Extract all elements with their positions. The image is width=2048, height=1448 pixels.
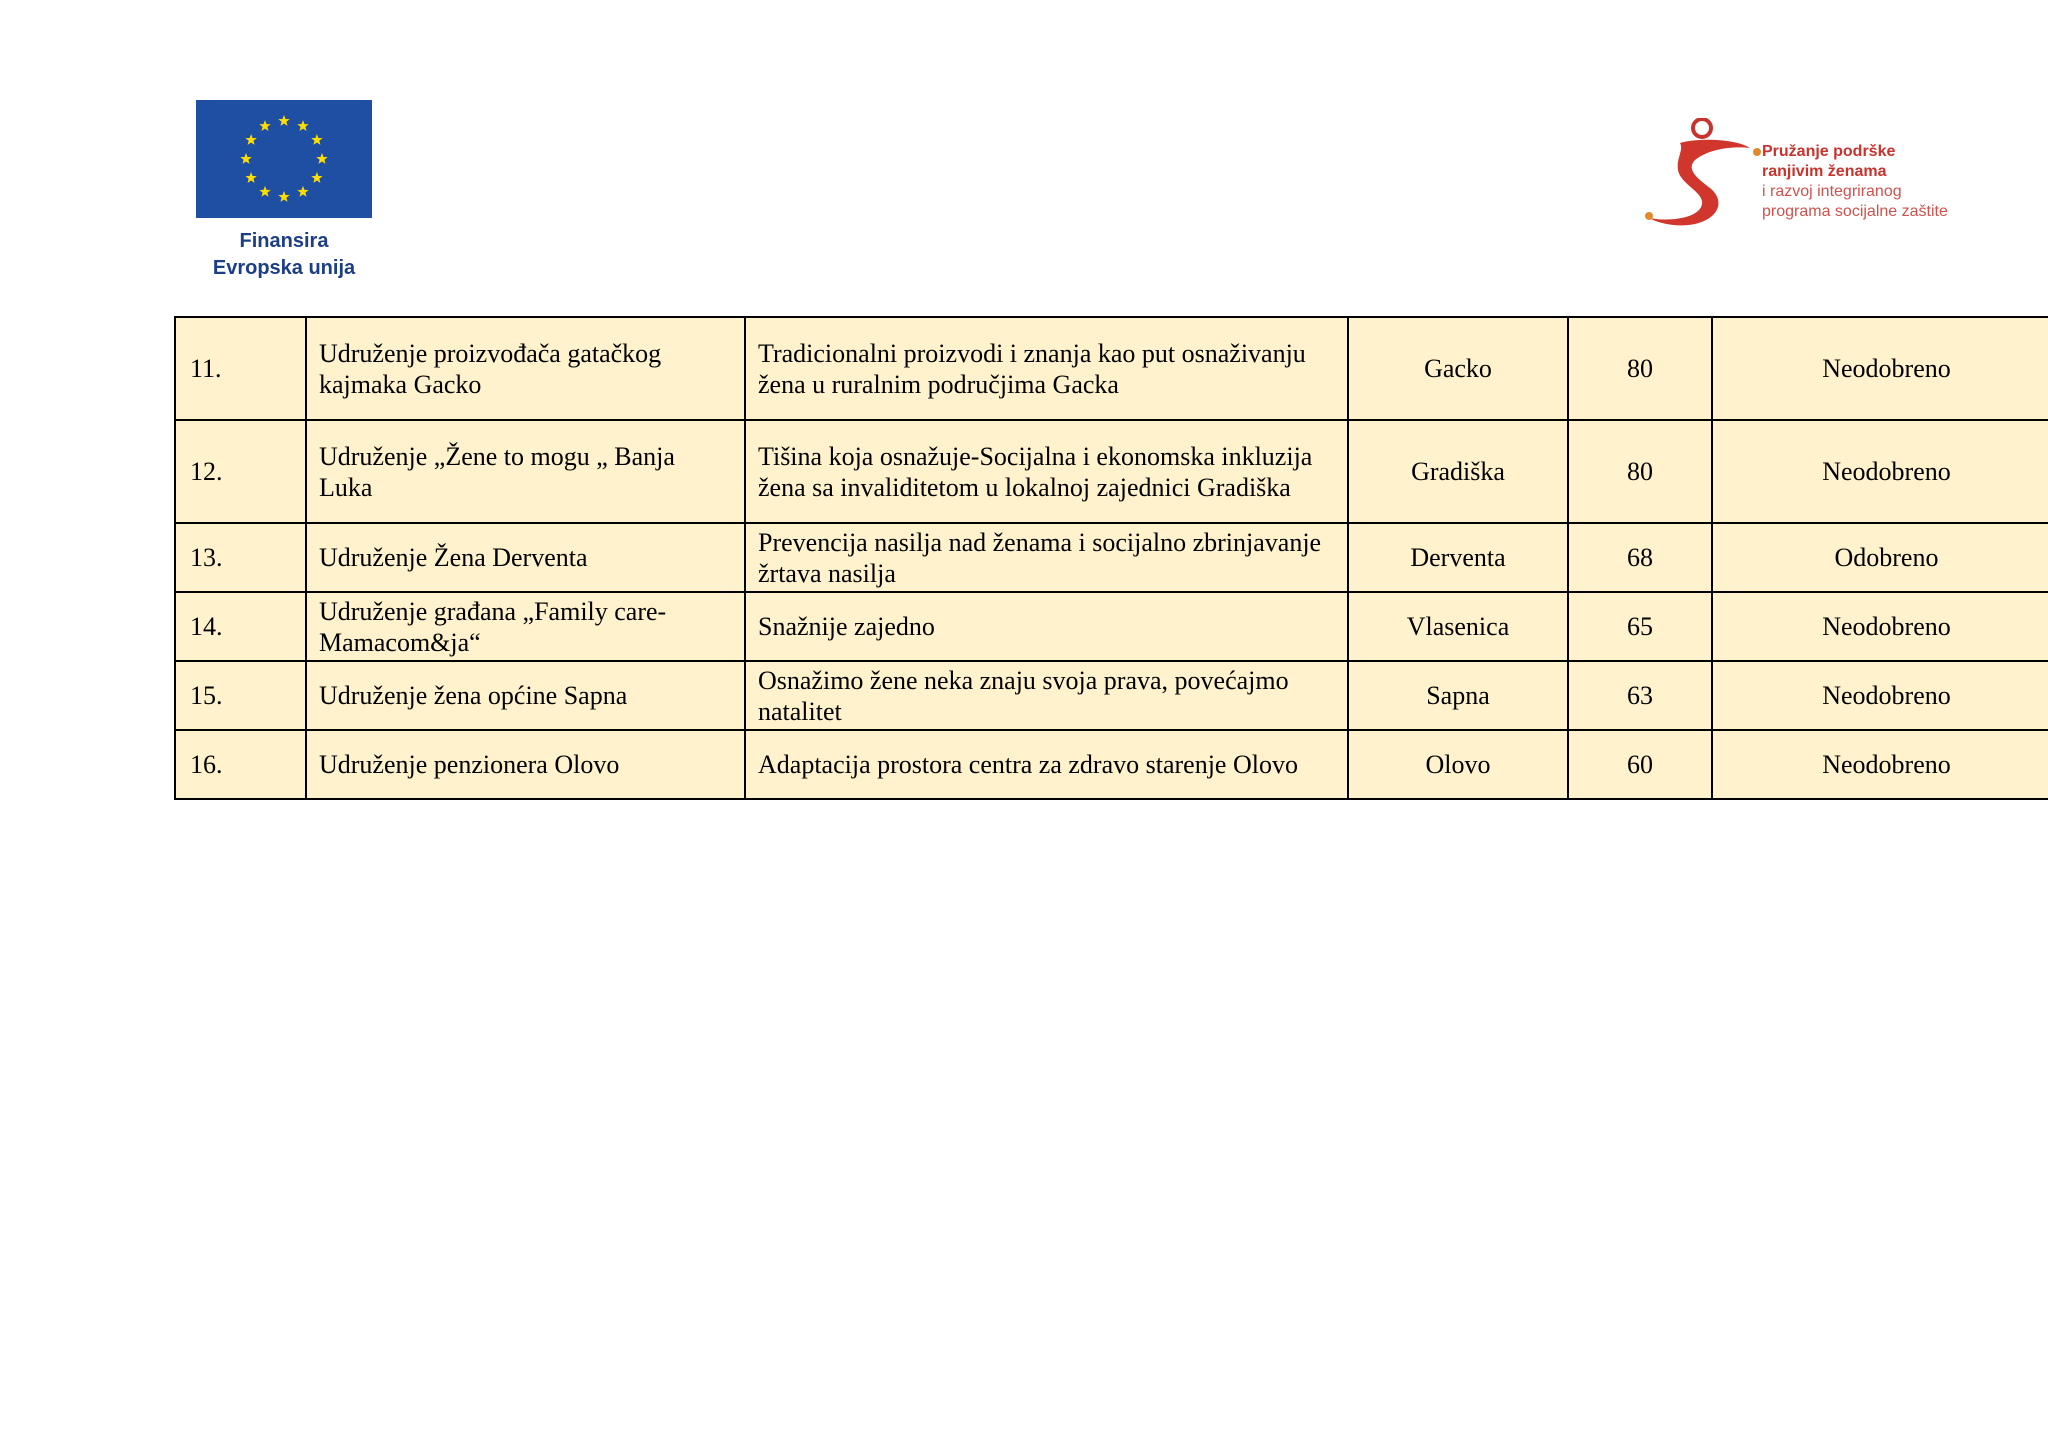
project-cell: Tradicionalni proizvodi i znanja kao put osnaživanju žena u ruralnim područjima Gacka [745,317,1348,420]
eu-star-icon [316,153,327,164]
organization-cell: Udruženje „Žene to mogu „ Banja Luka [306,420,745,523]
score-cell: 68 [1568,523,1712,592]
eu-star-icon [311,172,322,183]
status-cell: Odobreno [1712,523,2048,592]
eu-star-icon [278,191,289,202]
eu-caption-line1: Finansira [239,230,329,252]
score-cell: 80 [1568,317,1712,420]
organization-cell: Udruženje žena općine Sapna [306,661,745,730]
row-number: 16. [175,730,306,799]
organization-cell: Udruženje penzionera Olovo [306,730,745,799]
table-row [175,661,2048,730]
organization-cell: Udruženje Žena Derventa [306,523,745,592]
status-cell: Neodobreno [1712,420,2048,523]
grants-table [174,316,2048,800]
row-number: 15. [175,661,306,730]
status-cell: Neodobreno [1712,592,2048,661]
row-number: 13. [175,523,306,592]
project-line2: ranjivim ženama [1762,163,1887,180]
project-cell: Snažnije zajedno [745,592,1348,661]
project-line4: programa socijalne zaštite [1762,203,1948,220]
eu-logo [196,100,374,282]
project-cell: Tišina koja osnažuje-Socijalna i ekonomska inkluzija žena sa invaliditetom u lokalnoj zajednici Gradiška [745,420,1348,523]
score-cell: 60 [1568,730,1712,799]
project-line3: i razvoj integriranog [1762,183,1902,200]
table-row [175,420,2048,523]
table-row [175,730,2048,799]
city-cell: Olovo [1348,730,1568,799]
city-cell: Gradiška [1348,420,1568,523]
score-cell: 65 [1568,592,1712,661]
city-cell: Gacko [1348,317,1568,420]
row-number: 12. [175,420,306,523]
eu-star-icon [297,186,308,197]
eu-flag-icon [196,100,372,218]
project-cell: Osnažimo žene neka znaju svoja prava, povećajmo natalitet [745,661,1348,730]
eu-caption [196,228,372,282]
eu-star-icon [245,134,256,145]
row-number: 11. [175,317,306,420]
project-cell: Prevencija nasilja nad ženama i socijalno zbrinjavanje žrtava nasilja [745,523,1348,592]
organization-cell: Udruženje građana „Family care-Mamacom&ja“ [306,592,745,661]
eu-caption-line2: Evropska unija [212,257,356,279]
score-cell: 63 [1568,661,1712,730]
table-row [175,317,2048,420]
status-cell: Neodobreno [1712,317,2048,420]
status-cell: Neodobreno [1712,730,2048,799]
row-number: 14. [175,592,306,661]
status-cell: Neodobreno [1712,661,2048,730]
project-cell: Adaptacija prostora centra za zdravo starenje Olovo [745,730,1348,799]
eu-star-icon [259,120,270,131]
eu-star-icon [245,172,256,183]
project-figure-icon [1640,118,1765,233]
eu-star-icon [278,115,289,126]
project-line1: Pružanje podrške [1762,143,1896,160]
organization-cell: Udruženje proizvođača gatačkog kajmaka Gacko [306,317,745,420]
table-row [175,592,2048,661]
city-cell: Sapna [1348,661,1568,730]
eu-star-icon [259,186,270,197]
project-title [1762,142,1972,222]
eu-star-icon [311,134,322,145]
project-logo [1640,118,1970,233]
eu-star-icon [240,153,251,164]
city-cell: Vlasenica [1348,592,1568,661]
score-cell: 80 [1568,420,1712,523]
eu-star-icon [297,120,308,131]
table-row [175,523,2048,592]
city-cell: Derventa [1348,523,1568,592]
